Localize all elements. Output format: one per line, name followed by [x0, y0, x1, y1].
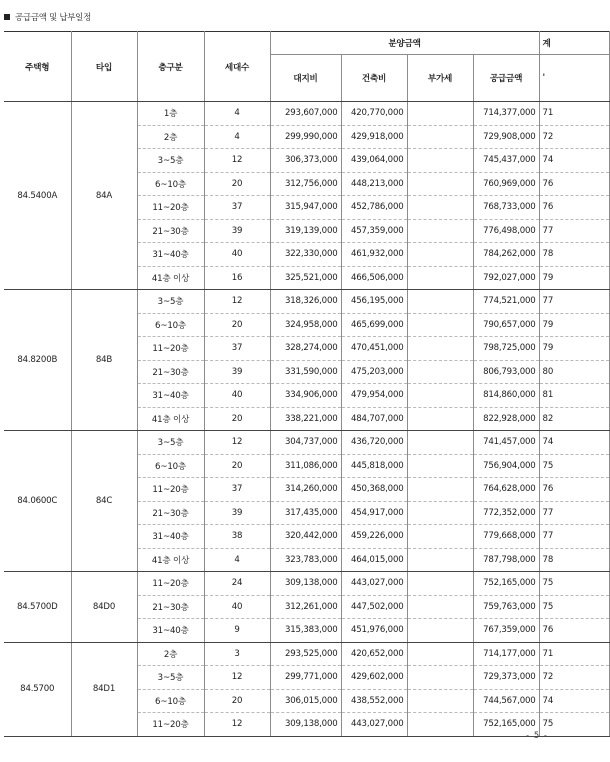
square-bullet-icon: [4, 14, 10, 20]
building-price-cell: 464,015,000: [341, 548, 407, 572]
building-price-cell: 447,502,000: [341, 595, 407, 619]
type-cell: 84D0: [71, 572, 137, 643]
vat-cell: [407, 384, 473, 408]
building-price-cell: 461,932,000: [341, 243, 407, 267]
total-price-cell: 752,165,000: [473, 572, 539, 596]
units-cell: 12: [204, 431, 270, 455]
land-price-cell: 319,139,000: [270, 219, 341, 243]
header-land: 대지비: [270, 55, 341, 102]
total-price-cell: 760,969,000: [473, 172, 539, 196]
units-cell: 37: [204, 196, 270, 220]
units-cell: 40: [204, 384, 270, 408]
price-table-container[interactable]: [4, 31, 554, 731]
next-column-partial-cell: 72: [539, 666, 609, 690]
land-price-cell: 315,947,000: [270, 196, 341, 220]
floor-cell: 3~5층: [137, 666, 204, 690]
land-price-cell: 338,221,000: [270, 407, 341, 431]
building-price-cell: 443,027,000: [341, 713, 407, 737]
units-cell: 4: [204, 125, 270, 149]
building-price-cell: 452,786,000: [341, 196, 407, 220]
next-column-partial-cell: 76: [539, 478, 609, 502]
total-price-cell: 745,437,000: [473, 149, 539, 173]
header-vat: 부가세: [407, 55, 473, 102]
land-price-cell: 299,771,000: [270, 666, 341, 690]
building-price-cell: 466,506,000: [341, 266, 407, 290]
total-price-cell: 729,373,000: [473, 666, 539, 690]
next-column-partial-cell: 77: [539, 525, 609, 549]
next-column-partial-cell: 75: [539, 572, 609, 596]
floor-cell: 2층: [137, 642, 204, 666]
next-column-partial-cell: 77: [539, 290, 609, 314]
total-price-cell: 792,027,000: [473, 266, 539, 290]
vat-cell: [407, 595, 473, 619]
vat-cell: [407, 689, 473, 713]
land-price-cell: 306,015,000: [270, 689, 341, 713]
vat-cell: [407, 196, 473, 220]
next-column-partial-cell: 79: [539, 313, 609, 337]
land-price-cell: 328,274,000: [270, 337, 341, 361]
units-cell: 12: [204, 149, 270, 173]
vat-cell: [407, 337, 473, 361]
building-price-cell: 429,918,000: [341, 125, 407, 149]
total-price-cell: 790,657,000: [473, 313, 539, 337]
housing-type-cell: 84.8200B: [4, 290, 71, 431]
next-column-partial-cell: 71: [539, 102, 609, 126]
building-price-cell: 479,954,000: [341, 384, 407, 408]
total-price-cell: 822,928,000: [473, 407, 539, 431]
total-price-cell: 744,567,000: [473, 689, 539, 713]
units-cell: 12: [204, 666, 270, 690]
next-column-partial-cell: 74: [539, 689, 609, 713]
vat-cell: [407, 501, 473, 525]
vat-cell: [407, 243, 473, 267]
building-price-cell: 465,699,000: [341, 313, 407, 337]
type-cell: 84C: [71, 431, 137, 572]
land-price-cell: 293,525,000: [270, 642, 341, 666]
building-price-cell: 457,359,000: [341, 219, 407, 243]
next-column-partial-cell: 72: [539, 125, 609, 149]
floor-cell: 41층 이상: [137, 407, 204, 431]
land-price-cell: 320,442,000: [270, 525, 341, 549]
units-cell: 9: [204, 619, 270, 643]
header-units: 세대수: [204, 32, 270, 102]
next-column-partial-cell: 78: [539, 548, 609, 572]
table-row: [4, 102, 609, 126]
land-price-cell: 309,138,000: [270, 572, 341, 596]
land-price-cell: 334,906,000: [270, 384, 341, 408]
land-price-cell: 322,330,000: [270, 243, 341, 267]
vat-cell: [407, 713, 473, 737]
units-cell: 38: [204, 525, 270, 549]
vat-cell: [407, 431, 473, 455]
building-price-cell: 484,707,000: [341, 407, 407, 431]
vat-cell: [407, 266, 473, 290]
price-table: [4, 31, 610, 737]
land-price-cell: 312,756,000: [270, 172, 341, 196]
floor-cell: 11~20층: [137, 572, 204, 596]
units-cell: 20: [204, 407, 270, 431]
next-column-partial-cell: 75: [539, 454, 609, 478]
total-price-cell: 787,798,000: [473, 548, 539, 572]
table-row: [4, 290, 609, 314]
type-cell: 84B: [71, 290, 137, 431]
units-cell: 20: [204, 172, 270, 196]
land-price-cell: 331,590,000: [270, 360, 341, 384]
total-price-cell: 714,377,000: [473, 102, 539, 126]
vat-cell: [407, 149, 473, 173]
header-row-1: [4, 32, 609, 55]
next-column-partial-cell: 79: [539, 266, 609, 290]
units-cell: 39: [204, 501, 270, 525]
floor-cell: 11~20층: [137, 337, 204, 361]
floor-cell: 31~40층: [137, 525, 204, 549]
land-price-cell: 299,990,000: [270, 125, 341, 149]
next-column-partial-cell: 76: [539, 196, 609, 220]
units-cell: 37: [204, 337, 270, 361]
table-row: [4, 572, 609, 596]
floor-cell: 21~30층: [137, 501, 204, 525]
land-price-cell: 324,958,000: [270, 313, 341, 337]
land-price-cell: 309,138,000: [270, 713, 341, 737]
vat-cell: [407, 454, 473, 478]
floor-cell: 41층 이상: [137, 548, 204, 572]
vat-cell: [407, 572, 473, 596]
floor-cell: 3~5층: [137, 431, 204, 455]
units-cell: 39: [204, 360, 270, 384]
units-cell: 39: [204, 219, 270, 243]
land-price-cell: 317,435,000: [270, 501, 341, 525]
building-price-cell: 451,976,000: [341, 619, 407, 643]
land-price-cell: 312,261,000: [270, 595, 341, 619]
total-price-cell: 772,352,000: [473, 501, 539, 525]
units-cell: 16: [204, 266, 270, 290]
header-building: 건축비: [341, 55, 407, 102]
building-price-cell: 443,027,000: [341, 572, 407, 596]
next-column-partial-cell: 79: [539, 337, 609, 361]
building-price-cell: 450,368,000: [341, 478, 407, 502]
type-cell: 84D1: [71, 642, 137, 736]
units-cell: 4: [204, 102, 270, 126]
total-price-cell: 779,668,000: [473, 525, 539, 549]
next-column-partial-cell: 71: [539, 642, 609, 666]
building-price-cell: 420,770,000: [341, 102, 407, 126]
vat-cell: [407, 666, 473, 690]
total-price-cell: 774,521,000: [473, 290, 539, 314]
units-cell: 40: [204, 595, 270, 619]
floor-cell: 31~40층: [137, 243, 204, 267]
land-price-cell: 325,521,000: [270, 266, 341, 290]
next-column-partial-cell: 76: [539, 619, 609, 643]
land-price-cell: 314,260,000: [270, 478, 341, 502]
next-column-partial-cell: 74: [539, 149, 609, 173]
vat-cell: [407, 125, 473, 149]
floor-cell: 11~20층: [137, 478, 204, 502]
total-price-cell: 729,908,000: [473, 125, 539, 149]
next-column-partial-cell: 80: [539, 360, 609, 384]
floor-cell: 21~30층: [137, 219, 204, 243]
housing-type-cell: 84.5700: [4, 642, 71, 736]
total-price-cell: 814,860,000: [473, 384, 539, 408]
floor-cell: 2층: [137, 125, 204, 149]
table-row: [4, 642, 609, 666]
total-price-cell: 768,733,000: [473, 196, 539, 220]
vat-cell: [407, 642, 473, 666]
building-price-cell: 439,064,000: [341, 149, 407, 173]
units-cell: 3: [204, 642, 270, 666]
units-cell: 12: [204, 290, 270, 314]
vat-cell: [407, 102, 473, 126]
vat-cell: [407, 619, 473, 643]
header-housing-type: 주택형: [4, 32, 71, 102]
section-title: [4, 11, 91, 23]
vat-cell: [407, 313, 473, 337]
units-cell: 20: [204, 454, 270, 478]
floor-cell: 1층: [137, 102, 204, 126]
land-price-cell: 293,607,000: [270, 102, 341, 126]
building-price-cell: 475,203,000: [341, 360, 407, 384]
vat-cell: [407, 172, 473, 196]
building-price-cell: 436,720,000: [341, 431, 407, 455]
price-table-body: [4, 102, 609, 737]
next-column-partial-cell: 78: [539, 243, 609, 267]
building-price-cell: 420,652,000: [341, 642, 407, 666]
total-price-cell: 759,763,000: [473, 595, 539, 619]
housing-type-cell: 84.5700D: [4, 572, 71, 643]
units-cell: 4: [204, 548, 270, 572]
units-cell: 24: [204, 572, 270, 596]
land-price-cell: 318,326,000: [270, 290, 341, 314]
land-price-cell: 311,086,000: [270, 454, 341, 478]
total-price-cell: 764,628,000: [473, 478, 539, 502]
page-number: - 5 -: [526, 731, 548, 741]
next-column-partial-cell: 75: [539, 595, 609, 619]
floor-cell: 3~5층: [137, 290, 204, 314]
units-cell: 20: [204, 313, 270, 337]
building-price-cell: 456,195,000: [341, 290, 407, 314]
floor-cell: 6~10층: [137, 689, 204, 713]
next-column-partial-cell: 76: [539, 172, 609, 196]
floor-cell: 3~5층: [137, 149, 204, 173]
total-price-cell: 741,457,000: [473, 431, 539, 455]
header-next-partial: 계: [539, 32, 609, 55]
vat-cell: [407, 525, 473, 549]
total-price-cell: 767,359,000: [473, 619, 539, 643]
units-cell: 20: [204, 689, 270, 713]
total-price-cell: 714,177,000: [473, 642, 539, 666]
header-sale-price: 분양금액: [270, 32, 539, 55]
floor-cell: 31~40층: [137, 619, 204, 643]
total-price-cell: 756,904,000: [473, 454, 539, 478]
next-column-partial-cell: 82: [539, 407, 609, 431]
table-row: [4, 431, 609, 455]
next-column-partial-cell: 74: [539, 431, 609, 455]
header-next-sub-partial: ': [539, 55, 609, 102]
building-price-cell: 454,917,000: [341, 501, 407, 525]
floor-cell: 6~10층: [137, 313, 204, 337]
units-cell: 37: [204, 478, 270, 502]
vat-cell: [407, 478, 473, 502]
vat-cell: [407, 219, 473, 243]
housing-type-cell: 84.5400A: [4, 102, 71, 290]
floor-cell: 41층 이상: [137, 266, 204, 290]
vat-cell: [407, 407, 473, 431]
vat-cell: [407, 360, 473, 384]
total-price-cell: 776,498,000: [473, 219, 539, 243]
header-type: 타입: [71, 32, 137, 102]
floor-cell: 6~10층: [137, 172, 204, 196]
floor-cell: 21~30층: [137, 360, 204, 384]
land-price-cell: 306,373,000: [270, 149, 341, 173]
units-cell: 40: [204, 243, 270, 267]
floor-cell: 11~20층: [137, 713, 204, 737]
section-title-text: 공급금액 및 납부일정: [15, 13, 92, 23]
header-total: 공급금액: [473, 55, 539, 102]
vat-cell: [407, 290, 473, 314]
building-price-cell: 438,552,000: [341, 689, 407, 713]
vat-cell: [407, 548, 473, 572]
next-column-partial-cell: 77: [539, 501, 609, 525]
total-price-cell: 784,262,000: [473, 243, 539, 267]
total-price-cell: 806,793,000: [473, 360, 539, 384]
total-price-cell: 752,165,000: [473, 713, 539, 737]
floor-cell: 31~40층: [137, 384, 204, 408]
building-price-cell: 459,226,000: [341, 525, 407, 549]
building-price-cell: 448,213,000: [341, 172, 407, 196]
land-price-cell: 304,737,000: [270, 431, 341, 455]
building-price-cell: 429,602,000: [341, 666, 407, 690]
type-cell: 84A: [71, 102, 137, 290]
land-price-cell: 315,383,000: [270, 619, 341, 643]
floor-cell: 11~20층: [137, 196, 204, 220]
building-price-cell: 445,818,000: [341, 454, 407, 478]
next-column-partial-cell: 75: [539, 713, 609, 737]
units-cell: 12: [204, 713, 270, 737]
total-price-cell: 798,725,000: [473, 337, 539, 361]
next-column-partial-cell: 81: [539, 384, 609, 408]
next-column-partial-cell: 77: [539, 219, 609, 243]
housing-type-cell: 84.0600C: [4, 431, 71, 572]
floor-cell: 6~10층: [137, 454, 204, 478]
building-price-cell: 470,451,000: [341, 337, 407, 361]
header-floor: 층구분: [137, 32, 204, 102]
floor-cell: 21~30층: [137, 595, 204, 619]
land-price-cell: 323,783,000: [270, 548, 341, 572]
